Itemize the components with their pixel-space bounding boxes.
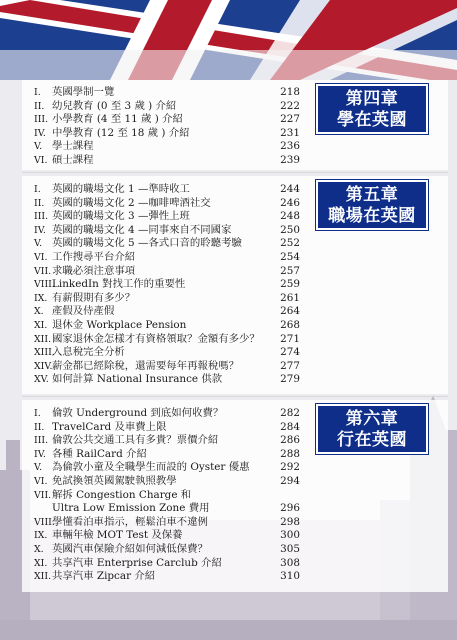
toc-entry-title: 產假及侍產假 <box>52 305 115 318</box>
toc-entry[interactable] <box>34 407 300 420</box>
toc-entry-title: 求職必須注意事項 <box>52 264 136 277</box>
toc-entry-number: XI. <box>34 557 48 569</box>
toc-entry-title: 薪金都已經除稅，還需要每年再報稅嗎？ <box>52 359 240 372</box>
toc-entry-page: 308 <box>280 556 300 569</box>
toc-entry-title: 小學教育 (4 至 11 歲 ) 介紹 <box>52 113 183 126</box>
toc-entry-page: 264 <box>280 305 300 318</box>
toc-entry-number: XIII. <box>34 347 55 359</box>
toc-entry-number: IV. <box>34 224 46 236</box>
toc-entry-number: VIII. <box>34 279 55 291</box>
toc-entry-number: II. <box>34 100 45 112</box>
toc-entry-title: 倫敦 Underground 到底如何收費？ <box>52 407 224 419</box>
toc-entry-number: IX. <box>34 292 48 304</box>
toc-entry-title: LinkedIn 對找工作的重要性 <box>52 278 186 291</box>
toc-entry-number: VI. <box>34 155 48 166</box>
toc-entry-page: 294 <box>280 475 300 487</box>
toc-entry[interactable] <box>34 292 300 305</box>
toc-entry-number: I. <box>34 87 41 98</box>
toc-entry[interactable] <box>34 570 300 583</box>
toc-entry[interactable] <box>34 516 300 529</box>
toc-entry[interactable] <box>34 319 300 332</box>
toc-entry[interactable] <box>34 529 300 542</box>
toc-entry-page: 279 <box>280 373 300 386</box>
toc-entry[interactable] <box>34 127 300 140</box>
toc-entry-page: 239 <box>280 154 300 166</box>
toc-entry-title: 解拆 Congestion Charge 和 <box>52 488 192 501</box>
toc-entry-number: V. <box>34 462 43 474</box>
toc-entry[interactable] <box>34 461 300 474</box>
toc-entry-number: I. <box>34 408 41 419</box>
chapter-4-badge[interactable] <box>316 84 428 134</box>
toc-entry[interactable] <box>34 197 300 210</box>
toc-entry-number: IV. <box>34 127 46 139</box>
toc-entry-title: 倫敦公共交通工具有多貴？票價介紹 <box>52 434 219 447</box>
chapter-4-title: 學在英國 <box>337 110 407 130</box>
toc-entry-title: Ultra Low Emission Zone 費用 <box>52 502 210 515</box>
toc-entry-page: 218 <box>280 86 300 98</box>
toc-entry-title: 退休金 Workplace Pension <box>52 319 187 331</box>
toc-entry-page: 246 <box>280 196 300 209</box>
toc-entry-number: I. <box>34 184 41 195</box>
toc-entry[interactable] <box>34 183 300 196</box>
toc-entry-number: VI. <box>34 252 48 263</box>
toc-entry[interactable] <box>34 502 300 515</box>
toc-entry-page: 248 <box>280 210 300 223</box>
toc-entry-number: X. <box>34 306 44 318</box>
toc-entry-number: III. <box>34 435 49 447</box>
toc-entry[interactable] <box>34 434 300 447</box>
toc-entry-title: 各種 RailCard 介紹 <box>52 447 147 460</box>
toc-entry[interactable] <box>34 224 300 237</box>
toc-entry-title: 有薪假期有多少？ <box>52 291 136 304</box>
toc-entry-title: 車輛年檢 MOT Test 及保養 <box>52 529 183 542</box>
toc-entry[interactable] <box>34 489 300 502</box>
toc-entry-title: 英國的職場文化 5 —各式口音的聆聽考驗 <box>52 237 242 250</box>
toc-entry-title: 如何計算 National Insurance 供款 <box>52 373 223 386</box>
toc-entry-number: XIV. <box>34 360 53 372</box>
toc-entry[interactable] <box>34 265 300 278</box>
toc-entry[interactable] <box>34 448 300 461</box>
toc-entry-page: 286 <box>280 434 300 447</box>
toc-entry-title: 英國學制一覽 <box>52 86 115 98</box>
toc-entry-title: TravelCard 及車費上限 <box>52 420 167 433</box>
toc-entry-number: VIII. <box>34 516 55 528</box>
toc-entry-page: 254 <box>280 251 300 263</box>
toc-entry-title: 英國的職場文化 4 —同事來自不同國家 <box>52 223 232 236</box>
toc-entry-page: 257 <box>280 264 300 277</box>
toc-entry[interactable] <box>34 154 300 167</box>
toc-entry-page: 252 <box>280 237 300 250</box>
toc-entry-page: 222 <box>280 99 300 112</box>
toc-entry[interactable] <box>34 100 300 113</box>
toc-entry-page: 298 <box>280 515 300 528</box>
toc-entry-page: 227 <box>280 113 300 126</box>
toc-entry[interactable] <box>34 333 300 346</box>
toc-entry[interactable] <box>34 346 300 359</box>
toc-entry[interactable] <box>34 113 300 126</box>
chapter-4-number: 第四章 <box>345 89 399 109</box>
toc-entry-number: II. <box>34 421 45 433</box>
toc-entry-number: V. <box>34 238 43 250</box>
toc-entry[interactable] <box>34 140 300 153</box>
toc-entry-number: XI. <box>34 320 48 331</box>
toc-entry-number: IX. <box>34 530 48 542</box>
chapter-6-number: 第六章 <box>345 409 399 429</box>
toc-entry-number: III. <box>34 211 49 223</box>
toc-entry-page: 277 <box>280 359 300 372</box>
toc-entry-title: 英國的職場文化 2 —咖啡啤酒社交 <box>52 196 211 209</box>
toc-entry[interactable] <box>34 210 300 223</box>
toc-entry-page: 296 <box>280 502 300 515</box>
chapter-5-number: 第五章 <box>345 185 399 205</box>
toc-entry-page: 244 <box>280 183 300 195</box>
toc-entry-title: 入息稅完全分析 <box>52 346 125 359</box>
toc-entry-page: 310 <box>280 570 300 583</box>
toc-entry[interactable] <box>34 475 300 488</box>
toc-entry[interactable] <box>34 373 300 386</box>
toc-entry-number: II. <box>34 197 45 209</box>
toc-entry[interactable] <box>34 421 300 434</box>
toc-entry-page: 300 <box>280 529 300 542</box>
toc-entry-page: 292 <box>280 461 300 474</box>
toc-entry-number: VI. <box>34 476 48 487</box>
toc-entry[interactable] <box>34 86 300 99</box>
chapter-6-badge[interactable] <box>316 404 428 454</box>
toc-entry-page: 250 <box>280 223 300 236</box>
toc-entry-page: 259 <box>280 278 300 291</box>
toc-entry-page: 282 <box>280 407 300 419</box>
toc-entry-title: 為倫敦小童及全職學生而設的 Oyster 優惠 <box>52 461 250 474</box>
toc-entry-page: 236 <box>280 140 300 153</box>
chapter-6-title: 行在英國 <box>337 430 407 450</box>
toc-entry-number: III. <box>34 114 49 126</box>
toc-entry-title: 碩士課程 <box>52 154 94 166</box>
toc-entry-number: XII. <box>34 571 52 583</box>
section-divider <box>22 172 448 173</box>
toc-entry-page: 261 <box>280 291 300 304</box>
toc-entry-title: 中學教育 (12 至 18 歲 ) 介紹 <box>52 126 190 139</box>
toc-entry-title: 工作搜尋平台介紹 <box>52 251 136 263</box>
toc-entry-page: 284 <box>280 420 300 433</box>
toc-entry-title: 共享汽車 Zipcar 介紹 <box>52 570 156 583</box>
toc-entry-title: 學懂看泊車指示，輕鬆泊車不違例 <box>52 515 208 528</box>
toc-entry-page: 231 <box>280 126 300 139</box>
toc-entry-number: XV. <box>34 374 49 386</box>
toc-entry-title: 英國汽車保險介紹如何減低保費？ <box>52 543 208 555</box>
toc-entry-number: XII. <box>34 333 52 345</box>
toc-entry-title: 免試換領英國駕駛執照教學 <box>52 475 177 487</box>
toc-entry-number: V. <box>34 141 43 153</box>
toc-entry-title: 英國的職場文化 3 —彈性上班 <box>52 210 190 223</box>
toc-entry-number: IV. <box>34 448 46 460</box>
toc-entry-number: VII. <box>34 265 52 277</box>
section-divider <box>22 396 448 397</box>
toc-entry-page: 288 <box>280 447 300 460</box>
toc-entry[interactable] <box>34 360 300 373</box>
chapter-5-badge[interactable] <box>316 180 428 230</box>
toc-entry-title: 幼兒教育 (0 至 3 歲 ) 介紹 <box>52 99 177 112</box>
toc-entry[interactable] <box>34 543 300 556</box>
toc-entry[interactable] <box>34 278 300 291</box>
toc-entry-title: 英國的職場文化 1 —準時收工 <box>52 183 190 195</box>
chapter-5-title: 職場在英國 <box>328 206 416 226</box>
toc-entry-title: 共享汽車 Enterprise Carclub 介紹 <box>52 556 222 569</box>
toc-entry-number: X. <box>34 544 44 555</box>
toc-entry[interactable] <box>34 305 300 318</box>
toc-entry[interactable] <box>34 251 300 264</box>
toc-entry-page: 305 <box>280 543 300 555</box>
toc-entry-number: VII. <box>34 489 52 501</box>
toc-entry-page: 268 <box>280 319 300 331</box>
toc-entry-page: 274 <box>280 346 300 359</box>
toc-entry-page: 271 <box>280 332 300 345</box>
toc-entry[interactable] <box>34 237 300 250</box>
toc-entry-title: 國家退休金怎樣才有資格領取？金額有多少？ <box>52 332 260 345</box>
toc-entry[interactable] <box>34 557 300 570</box>
toc-entry-title: 學士課程 <box>52 140 94 153</box>
